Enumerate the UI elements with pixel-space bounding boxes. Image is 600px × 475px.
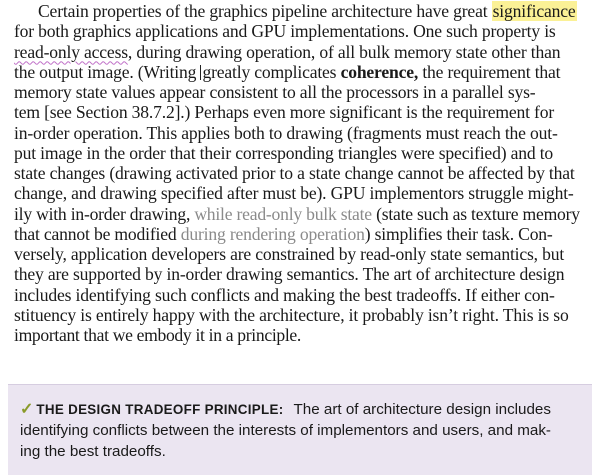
text-line: memory state values appear consistent to all the processors in a parallel sys-: [14, 82, 536, 102]
principle-callout: [8, 384, 592, 475]
checkmark-icon: ✓: [20, 401, 34, 418]
text-line: ily with in-order drawing, while read-only bulk state (state such as texture memory: [14, 203, 580, 224]
text-line: the output image. (Writing greatly complicates coherence, the requirement that: [14, 61, 561, 82]
text-line: change, and drawing specified after must be). GPU implementors struggle might-: [14, 183, 574, 204]
text-line: stituency is entirely happy with the architecture, it probably isn’t right. This is so: [14, 304, 569, 325]
body-paragraph: [14, 1, 594, 345]
highlighted-word: significance: [492, 1, 576, 21]
text-line: read-only access, during drawing operation, of all bulk memory state other than: [14, 41, 561, 62]
text-line: for both graphics applications and GPU implementations. One such property is: [14, 21, 556, 42]
principle-line: ing the best tradeoffs.: [20, 443, 166, 460]
text-line: includes identifying such conflicts and making the best tradeoffs. If either con-: [14, 284, 555, 305]
text-line: that cannot be modified during rendering operation) simplifies their task. Con-: [14, 223, 553, 244]
principle-line: identifying conflicts between the interests of implementors and users, and mak-: [20, 422, 551, 439]
text-line: in-order operation. This applies both to drawing (fragments must reach the out-: [14, 122, 558, 143]
principle-line: ✓ THE DESIGN TRADEOFF PRINCIPLE: The art of architecture design includes: [20, 401, 551, 418]
text-line: Certain properties of the graphics pipeline architecture have great significance: [38, 1, 576, 21]
text-line: tem [see Section 38.7.2].) Perhaps even more significant is the requirement for: [14, 102, 555, 123]
text-line: they are supported by in-order drawing semantics. The art of architecture design: [14, 264, 565, 285]
principle-text: [20, 399, 588, 462]
bold-term: coherence,: [340, 61, 419, 82]
text-line: put image in the order that their corresponding triangles were specified) and to: [14, 142, 554, 163]
text-line: versely, application developers are constrained by read-only state semantics, but: [14, 244, 565, 264]
faded-text: during rendering operation: [180, 223, 365, 244]
text-line: important that we embody it in a principle.: [14, 325, 301, 345]
principle-name: THE DESIGN TRADEOFF PRINCIPLE:: [36, 402, 284, 417]
spellcheck-underlined-text: read-only access: [14, 41, 128, 62]
text-line: state changes (drawing activated prior to a state change cannot be affected by that: [14, 163, 575, 183]
faded-text: while read-only bulk state: [194, 203, 372, 224]
